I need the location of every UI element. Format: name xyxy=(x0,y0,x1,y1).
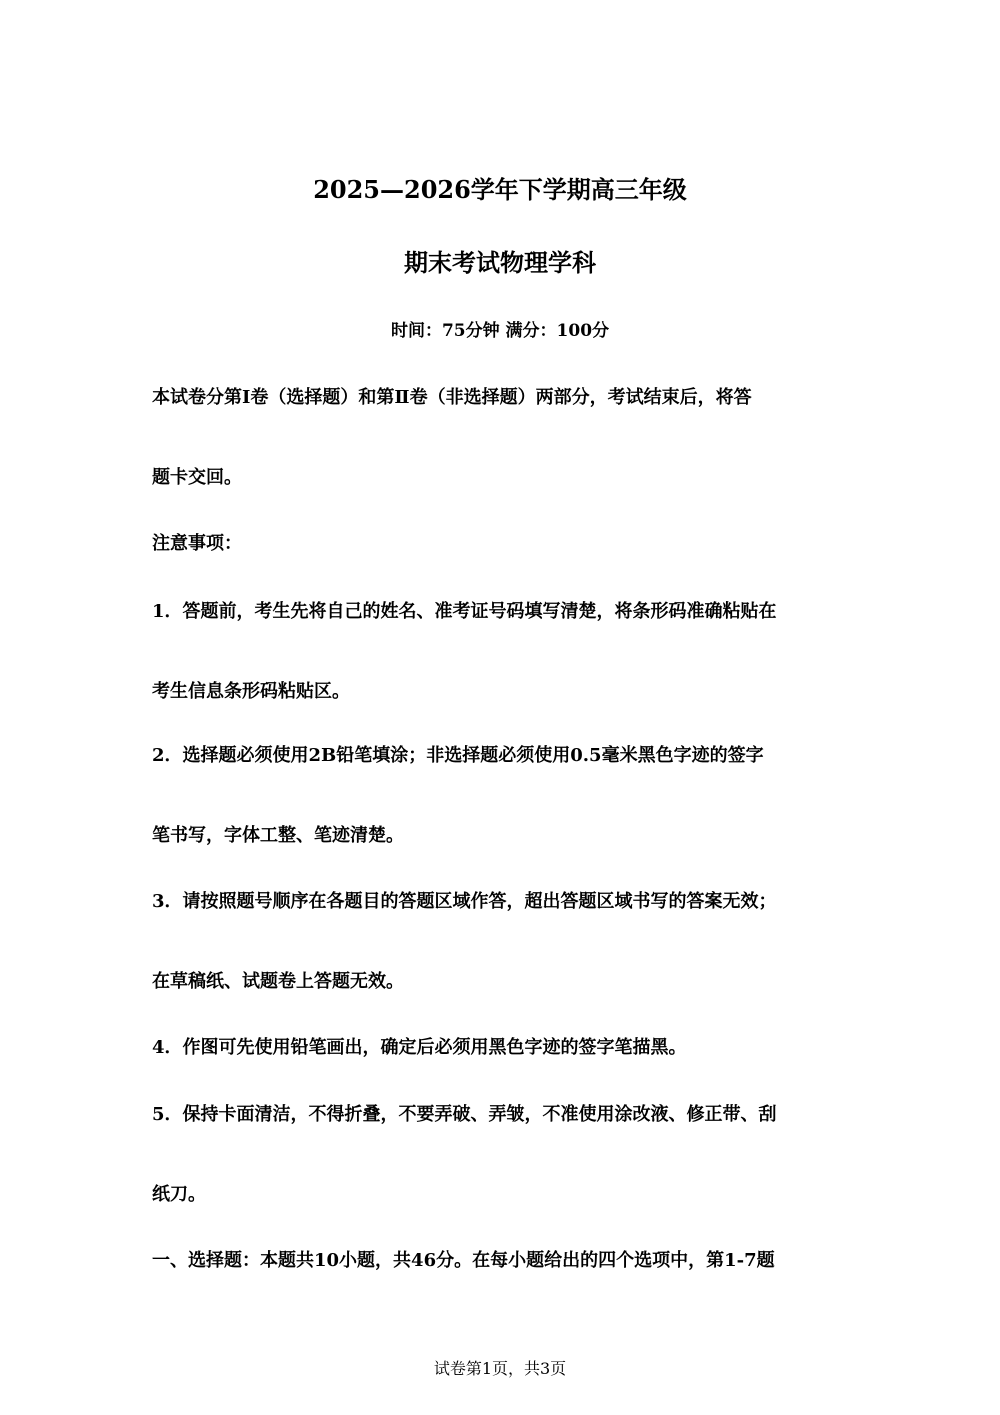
exam-title-line2: 期末考试物理学科 xyxy=(404,248,596,277)
notice-line: 在草稿纸、试题卷上答题无效。 xyxy=(152,971,404,992)
intro-line-2: 题卡交回。 xyxy=(152,467,242,488)
notice-line: 5．保持卡面清洁，不得折叠，不要弄破、弄皱，不准使用涂改液、修正带、刮 xyxy=(152,1104,777,1125)
section-heading: 一、选择题：本题共10小题，共46分。在每小题给出的四个选项中，第1-7题 xyxy=(152,1250,775,1271)
notice-line: 2．选择题必须使用2B铅笔填涂；非选择题必须使用0.5毫米黑色字迹的签字 xyxy=(152,745,764,766)
time-score-info: 时间：75分钟 满分：100分 xyxy=(390,321,610,341)
intro-line-1: 本试卷分第Ⅰ卷（选择题）和第Ⅱ卷（非选择题）两部分，考试结束后，将答 xyxy=(152,387,752,408)
page-footer: 试卷第1页，共3页 xyxy=(433,1359,567,1378)
notice-line: 1．答题前，考生先将自己的姓名、准考证号码填写清楚，将条形码准确粘贴在 xyxy=(152,601,777,622)
notice-line: 3．请按照题号顺序在各题目的答题区域作答，超出答题区域书写的答案无效； xyxy=(152,891,777,912)
notice-heading: 注意事项： xyxy=(152,533,242,554)
notice-line: 4．作图可先使用铅笔画出，确定后必须用黑色字迹的签字笔描黑。 xyxy=(152,1037,687,1058)
notice-line: 考生信息条形码粘贴区。 xyxy=(152,681,350,702)
exam-title-line1: 2025—2026学年下学期高三年级 xyxy=(313,175,687,204)
notice-line: 笔书写，字体工整、笔迹清楚。 xyxy=(152,825,404,846)
notice-line: 纸刀。 xyxy=(152,1184,206,1205)
